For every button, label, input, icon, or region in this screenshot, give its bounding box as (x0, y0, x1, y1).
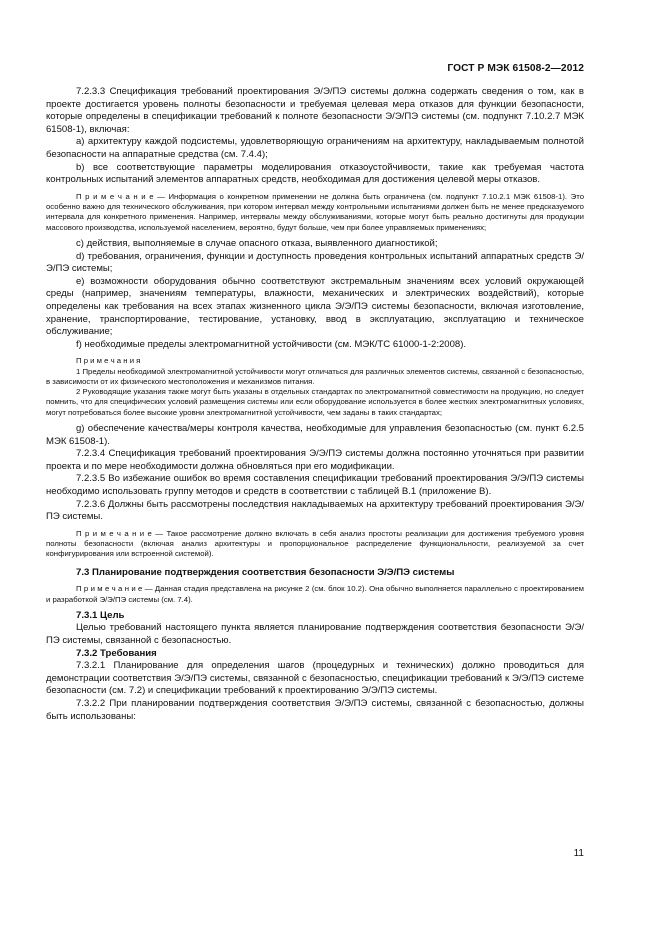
notes-item-1: 1 Пределы необходимой электромагнитной устойчивости могут отличаться для различных элементов системы, связанной с безопасностью, в зависимости от их физического местоположения и механизмов питания. (46, 366, 584, 386)
section-heading-7-3: 7.3 Планирование подтверждения соответствия безопасности Э/Э/ПЭ системы (76, 566, 455, 578)
note-1-label: П р и м е ч а н и е (76, 191, 154, 201)
note-2-label: П р и м е ч а н и е (76, 528, 152, 538)
subsection-heading-7-3-2: 7.3.2 Требования (76, 647, 157, 659)
clause-7-2-3-6: 7.2.3.6 Должны быть рассмотрены последствия накладываемых на архитектуру требований проектирования Э/Э/ПЭ системы. (46, 498, 584, 523)
purpose-paragraph: Целью требований настоящего пункта является планирование подтверждения соответствия безопасности Э/Э/ПЭ системы, связанной с безопасностью. (46, 622, 584, 647)
clause-7-2-3-3: 7.2.3.3 Спецификация требований проектирования Э/Э/ПЭ системы должна содержать сведения о том, как в проекте достигается уровень полноты безопасности и требуемая целевая мера отказов для функции безопасности, которые определены в спецификации требований к полноте безопасности Э/Э/ПЭ системы (см. подпункт 7.10.2.7 МЭК 61508-1), включая: (46, 86, 584, 135)
subsection-heading-7-3-1: 7.3.1 Цель (76, 609, 125, 621)
list-item-e: е) возможности оборудования обычно соответствуют экстремальным значениям всех условий окружающей среды (например, значениям температуры, влажности, механических и электрических воздействий), которые определены как требования на всех этапах жизненного цикла Э/Э/ПЭ системы безопасности, включая изготовление, хранение, транспортирование, тестирование, установку, ввод в эксплуатацию, эксплуатацию и техническое обслуживание; (46, 275, 584, 338)
standard-header: ГОСТ Р МЭК 61508-2—2012 (447, 63, 584, 74)
clause-7-2-3-5: 7.2.3.5 Во избежание ошибок во время составления спецификации требований проектирования Э/Э/ПЭ системы необходимо использовать группу методов и средств в соответствии с таблицей В.1 (приложение В). (46, 473, 584, 498)
list-item-c: c) действия, выполняемые в случае опасного отказа, выявленного диагностикой; (76, 237, 438, 249)
clause-7-3-2-1: 7.3.2.1 Планирование для определения шагов (процедурных и технических) должно проводиться для демонстрации соответствия Э/Э/ПЭ системы, связанной с безопасностью, спецификации требований к Э/Э/ПЭ системе безопасности (см. 7.2) и спецификации требований к проектированию Э/Э/ПЭ системы. (46, 660, 584, 697)
list-item-f: f) необходимые пределы электромагнитной устойчивости (см. МЭК/ТС 61000-1-2:2008). (76, 338, 467, 350)
note-3-text: — Данная стадия представлена на рисунке 2 (см. блок 10.2). Она обычно выполняется параллельно с проектированием и разработкой Э/Э/ПЭ системы (см. 7.4). (46, 584, 584, 604)
note-1-text: — Информация о конкретном применении не должна быть ограничена (см. подпункт 7.10.2.1 МЭК 61508-1). Это особенно важно для технического обслуживания, при котором интервал между контрольными испытаниями должен быть не менее предсказуемого интервала для конкретного применения. Например, интервалы между обслуживаниями, которые могут быть реально достигнуты для продукции массового производства, используемой населением, вероятно, будут больше, чем при более управляемых применениях; (46, 191, 584, 232)
page-content (46, 86, 584, 723)
page-number: 11 (573, 848, 584, 859)
clause-7-2-3-4: 7.2.3.4 Спецификация требований проектирования Э/Э/ПЭ системы должна постоянно уточняться при развитии проекта и по мере необходимости должна обновляться при его модификации. (46, 448, 584, 472)
notes-item-2: 2 Руководящие указания также могут быть указаны в отдельных стандартах по электромагнитной совместимости на продукцию, но следует помнить, что для специфических условий размещения системы или если оборудование используется в более жестких электромагнитных условиях, могут потребоваться более высокие уровни электромагнитной устойчивости, чем заданы в таких стандартах; (46, 387, 584, 417)
note-3-label: П р и м е ч а н и е (76, 584, 143, 594)
note-1 (46, 192, 584, 233)
list-item-g: g) обеспечение качества/меры контроля качества, необходимые для управления безопасностью (см. пункт 6.2.5 МЭК 61508-1). (46, 423, 584, 447)
note-3 (46, 584, 584, 605)
note-2-text: — Такое рассмотрение должно включать в себя анализ простоты реализации для достижения требуемого уровня полноты безопасности (включая анализ архитектуры и пропорциональное распределение функциональности, реализуемой за счет конфигурирования или встроенной системой). (46, 528, 584, 559)
list-item-d: d) требования, ограничения, функции и доступность проведения контрольных испытаний аппаратных средств Э/Э/ПЭ системы; (46, 250, 584, 275)
list-item-a: а) архитектуру каждой подсистемы, удовлетворяющую ограничениям на архитектуру, накладываемым полнотой безопасности на аппаратные средства (см. 7.4.4); (46, 136, 584, 160)
list-item-b: b) все соответствующие параметры моделирования отказоустойчивости, такие как требуемая частота контрольных испытаний элементов аппаратных средств, необходимая для достижения целевой меры отказов. (46, 161, 584, 186)
notes-label: П р и м е ч а н и я (76, 356, 141, 366)
clause-7-3-2-2: 7.3.2.2 При планировании подтверждения соответствия Э/Э/ПЭ системы, связанной с безопасностью, должны быть использованы: (46, 698, 584, 722)
note-2 (46, 529, 584, 560)
